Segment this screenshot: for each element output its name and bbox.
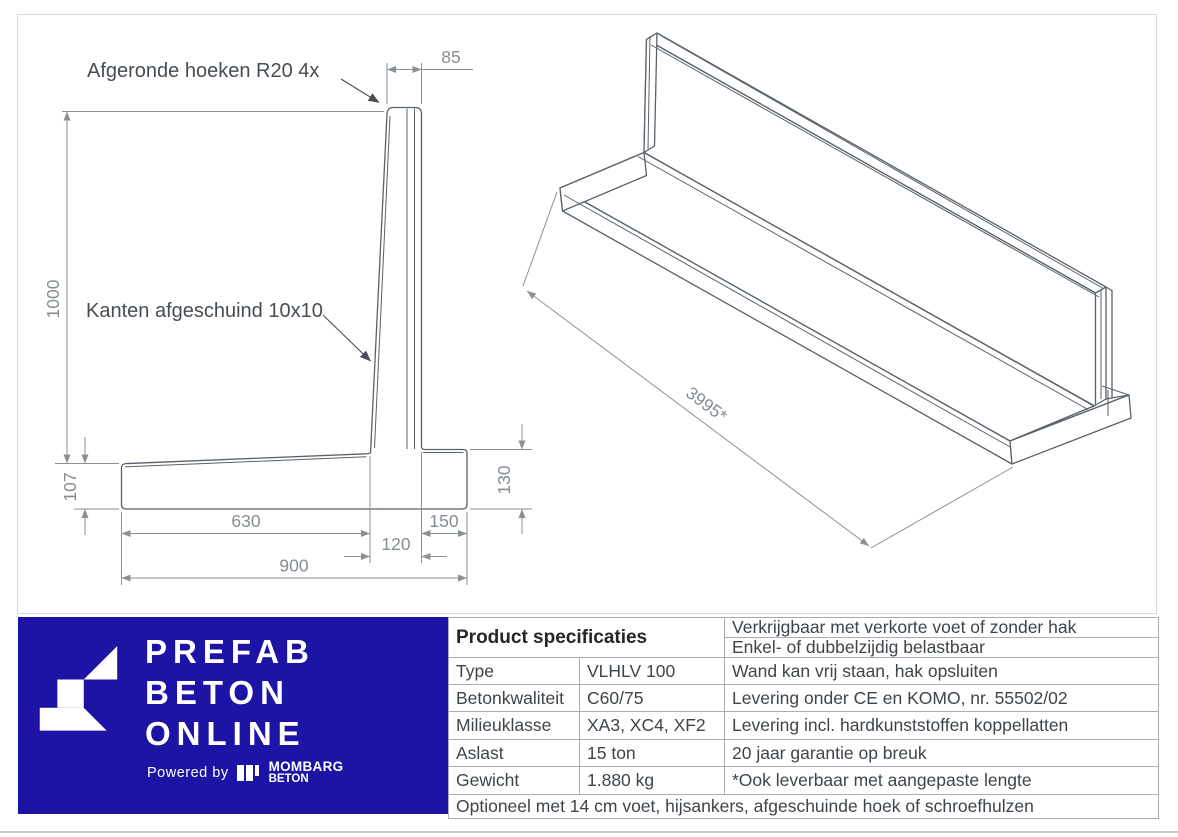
beton-label: BETON (268, 772, 309, 785)
logo-line-2: BETON (145, 674, 290, 711)
powered-by-row (147, 760, 343, 785)
dim-foot-height: 130 (494, 465, 514, 495)
spec-value: VLHLV 100 (580, 658, 725, 685)
logo-line-3: ONLINE (145, 715, 306, 752)
mombarg-beton-wordmark (269, 760, 344, 785)
table-footnote: Optioneel met 14 cm voet, hijsankers, afgeschuinde hoek of schroefhulzen (456, 796, 1034, 816)
powered-by-label: Powered by (147, 764, 229, 781)
dim-heel-length: 150 (429, 511, 459, 531)
callouts (86, 60, 379, 361)
prefab-beton-online-logo (18, 617, 448, 814)
page-bottom-rule (0, 831, 1178, 833)
mombarg-label: MOMBARG (268, 759, 344, 774)
spec-value: 15 ton (580, 740, 725, 767)
isometric-view (523, 33, 1131, 548)
spec-value: XA3, XC4, XF2 (580, 712, 725, 740)
feature-row: Verkrijgbaar met verkorte voet of zonder hak (725, 618, 1158, 638)
dim-top-thickness: 85 (441, 47, 461, 67)
table-title: Product specificaties (449, 618, 725, 658)
feature-row: 20 jaar garantie op breuk (725, 740, 1158, 767)
spec-value: C60/75 (580, 685, 725, 712)
dim-toe-front-height: 107 (60, 472, 80, 502)
wall-right-sliver (1106, 287, 1112, 399)
wall-end-face (644, 33, 657, 153)
spec-value: 1.880 kg (580, 767, 725, 795)
spec-label: Type (449, 658, 580, 685)
prefab-logo-icon (38, 641, 126, 741)
dim-foot-width: 900 (279, 555, 309, 576)
feature-row: *Ook leverbaar met aangepaste lengte (725, 767, 1158, 795)
spec-label: Betonkwaliteit (449, 685, 580, 712)
dim-element-length: 3995* (682, 382, 731, 426)
spec-label: Milieuklasse (449, 712, 580, 740)
logo-wordmark (145, 631, 315, 754)
dim-toe-length: 630 (231, 511, 261, 531)
feature-row: Enkel- of dubbelzijdig belastbaar (725, 638, 1158, 658)
spec-label: Gewicht (449, 767, 580, 795)
dim-wall-base-thickness: 120 (381, 534, 411, 554)
logo-line-1: PREFAB (145, 633, 315, 670)
feature-row: Levering onder CE en KOMO, nr. 55502/02 (725, 685, 1158, 712)
product-spec-table (448, 617, 1159, 819)
callout-rounded-corners: Afgeronde hoeken R20 4x (87, 60, 320, 82)
callout-chamfered-edges: Kanten afgeschuind 10x10 (86, 300, 323, 322)
feature-row: Wand kan vrij staan, hak opsluiten (725, 658, 1158, 685)
feature-row: Levering incl. hardkunststoffen koppellatten (725, 712, 1158, 740)
mombarg-bars-icon (237, 764, 261, 782)
spec-label: Aslast (449, 740, 580, 767)
dim-wall-height: 1000 (43, 279, 63, 319)
